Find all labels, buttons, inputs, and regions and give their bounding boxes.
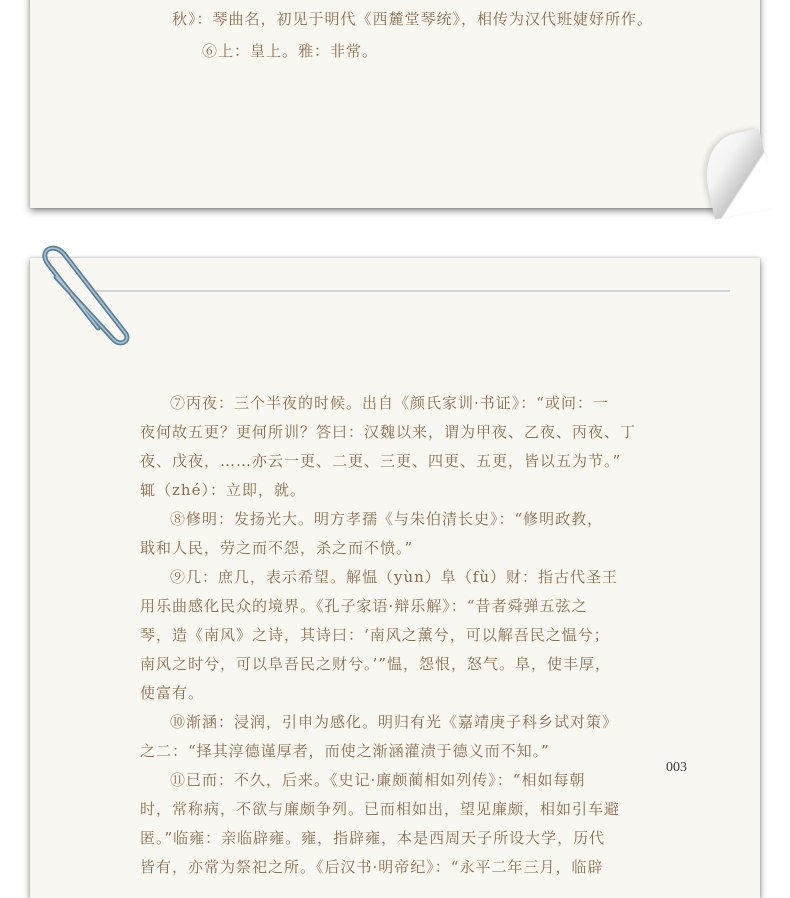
- body-line-2: 夜何故五更？更何所训？答曰：汉魏以来，谓为甲夜、乙夜、丙夜、丁: [140, 423, 637, 441]
- paperclip-icon: [36, 232, 136, 352]
- body-line-3: 夜、戊夜，……亦云一更、二更、三更、四更、五更，皆以五为节。”: [140, 452, 622, 470]
- body-line-13: 之二：“择其淳德谨厚者，而使之渐涵灌渍于德义而不知。”: [140, 742, 550, 760]
- body-line-1: ⑦丙夜：三个半夜的时候。出自《颜氏家训·书证》：“或问：一: [170, 394, 609, 412]
- top-text-line-2: ⑥上：皇上。雅：非常。: [202, 42, 379, 60]
- header-rule: [96, 290, 730, 292]
- body-line-9: 琴，造《南风》之诗，其诗曰：‘南风之薰兮，可以解吾民之愠兮；: [140, 626, 610, 644]
- body-line-8: 用乐曲感化民众的境界。《孔子家语·辩乐解》：“昔者舜弹五弦之: [140, 597, 588, 615]
- body-line-4: 辄（zhé）：立即，就。: [140, 481, 306, 499]
- body-line-11: 使富有。: [140, 684, 205, 702]
- body-line-7: ⑨几：庶几，表示希望。解愠（yùn）阜（fù）财：指古代圣王: [170, 568, 619, 586]
- body-line-10: 南风之时兮，可以阜吾民之财兮。’”愠，怨恨，怒气。阜，使丰厚，: [140, 655, 611, 673]
- top-paper-card: [30, 0, 760, 208]
- body-line-14: ⑪已而：不久，后来。《史记·廉颇蔺相如列传》：“相如每朝: [170, 771, 586, 789]
- body-line-16: 匿。”临雍：亲临辟雍。雍，指辟雍，本是西周天子所设大学，历代: [140, 829, 606, 847]
- top-text-line-1: 秋》：琴曲名，初见于明代《西麓堂琴统》，相传为汉代班婕妤所作。: [172, 10, 654, 28]
- page-curl: [698, 128, 775, 219]
- body-line-5: ⑧修明：发扬光大。明方孝孺《与朱伯清长史》：“修明政教，: [170, 510, 604, 528]
- body-line-15: 时，常称病，不欲与廉颇争列。已而相如出，望见廉颇，相如引车避: [140, 800, 621, 818]
- page-number: 003: [666, 760, 687, 775]
- body-line-6: 戢和人民，劳之而不怨，杀之而不愤。”: [140, 539, 414, 557]
- body-line-17: 皆有，亦常为祭祀之所。《后汉书·明帝纪》：“永平二年三月，临辟: [140, 858, 604, 876]
- body-line-12: ⑩渐涵：浸润，引申为感化。明归有光《嘉靖庚子科乡试对策》: [170, 713, 619, 731]
